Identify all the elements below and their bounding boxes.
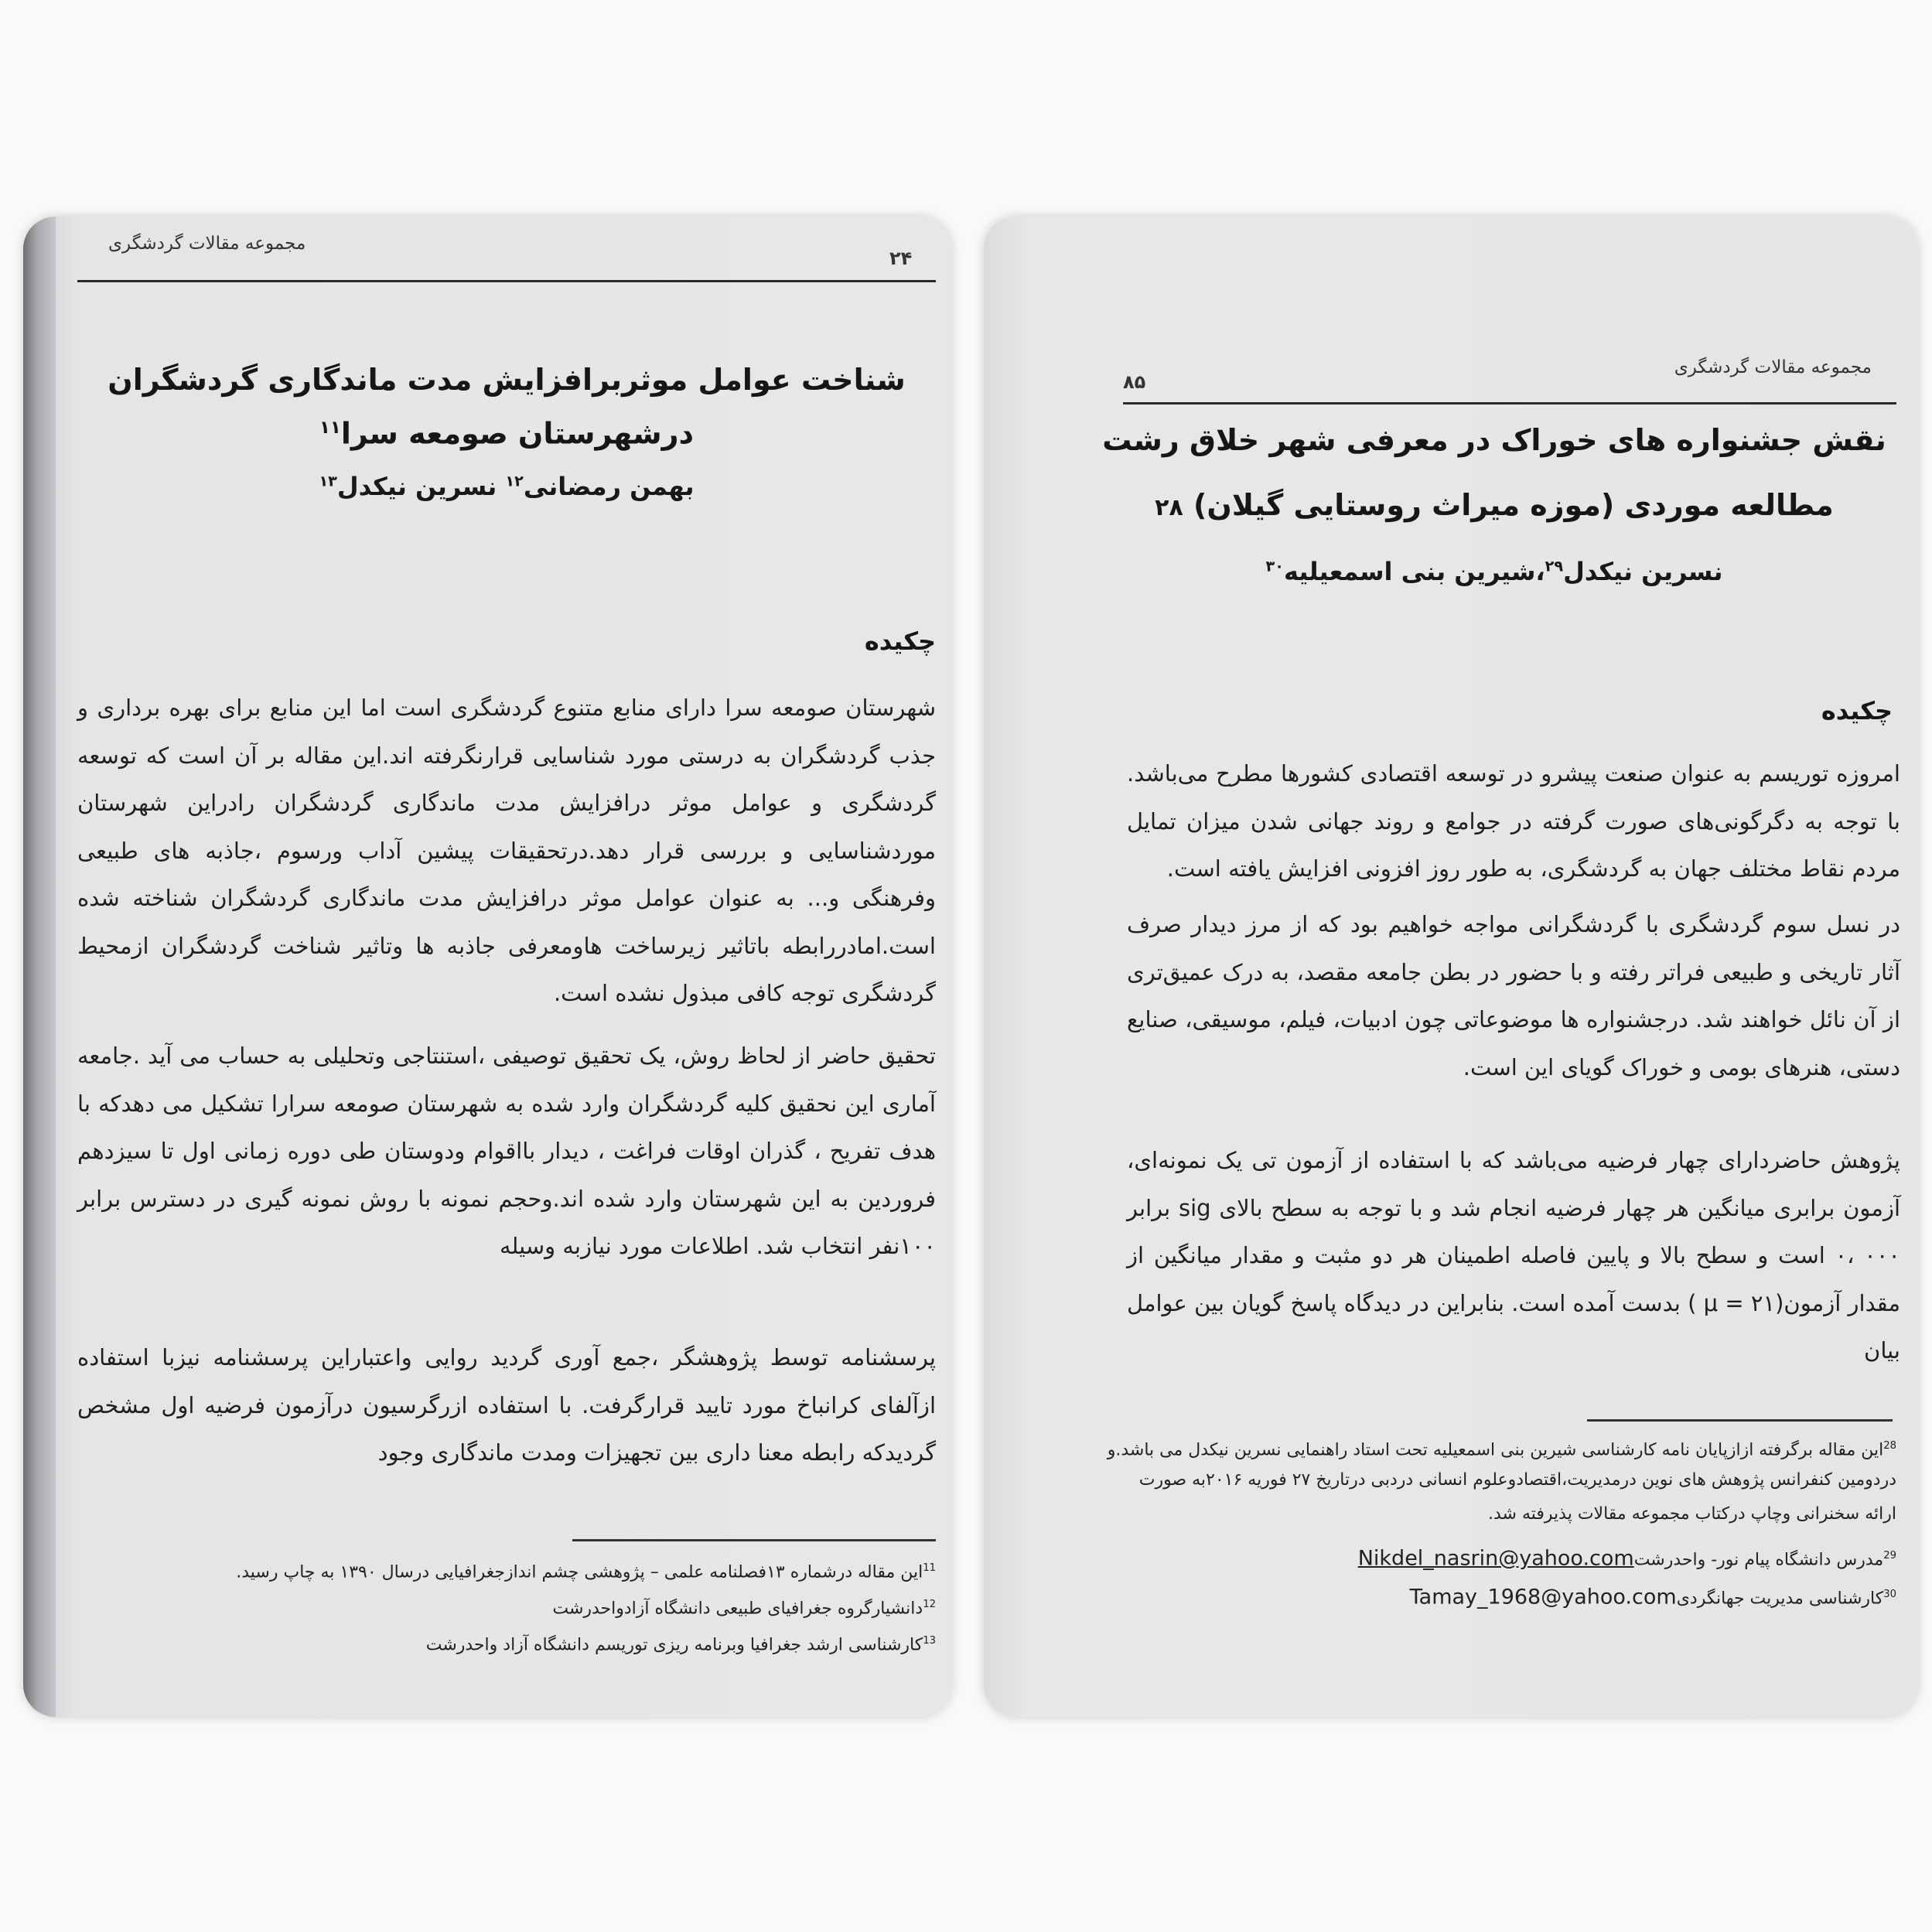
email-text: Tamay_1968@yahoo.com: [1409, 1585, 1677, 1609]
header-rule: [1123, 402, 1896, 404]
left-page: [23, 217, 951, 1717]
author-footnote-ref: ۳۰: [1265, 557, 1284, 575]
title-footnote-ref: ۲۸: [1155, 494, 1183, 521]
author-name: نسرین نیکدل: [1563, 557, 1723, 586]
author-footnote-ref: ۱۳: [319, 472, 337, 490]
book-spine: [23, 217, 56, 1717]
abstract-heading: چکیده: [864, 626, 936, 656]
running-head: مجموعه مقالات گردشگری: [1674, 357, 1872, 377]
abstract-paragraph: پژوهش حاضردارای چهار فرضیه می‌باشد که با استفاده از آزمون تی یک نمونه‌ای، آزمون برابری میانگین هر چهار فرضیه انجام شد و با توجه به سطح بالای sig برابر ۰۰۰ ،۰ است و سطح بالا و پایین فاصله اطمینان هر دو مثبت و مقدار میانگین از مقدار آزمون(۲۱ = μ ) بدست آمده است. بنابراین در دیدگاه پاسخ گویان بین عوامل بیان: [1127, 1147, 1901, 1364]
email-link[interactable]: Nikdel_nasrin@yahoo.com: [1357, 1546, 1634, 1571]
article-title: [1092, 416, 1896, 532]
running-head: مجموعه مقالات گردشگری: [108, 234, 306, 254]
footnote: دردومین کنفرانس پژوهش های نوین درمدیریت،اقتصادوعلوم انسانی دردبی درتاریخ ۲۷ فوریه ۲۰۱۶به صورت: [1138, 1470, 1896, 1490]
footnote: $^{13}$کارشناسی ارشد جغرافیا وبرنامه ریزی توریسم دانشگاه آزاد واحدرشت: [425, 1635, 936, 1655]
author-name: ،شیرین بنی اسمعیلیه: [1283, 557, 1545, 586]
footnote: ارائه سخنرانی وچاپ درکتاب مجموعه مقالات پذیرفته شد.: [1487, 1504, 1896, 1524]
title-line: [1092, 481, 1896, 532]
abstract-paragraph: امروزه توریسم به عنوان صنعت پیشرو در توسعه اقتصادی کشورها مطرح می‌باشد. با توجه به دگرگونی‌های صورت گرفته در جوامع و روند جهانی شدن میزان تمایل مردم نقاط مختلف جهان به گردشگری، به طور روز افزونی افزایش یافته است.: [1127, 760, 1900, 882]
title-line: نقش جشنواره های خوراک در معرفی شهر خلاق رشت: [1102, 423, 1886, 457]
abstract-paragraph: شهرستان صومعه سرا دارای منابع متنوع گردشگری است اما این منابع برای بهره برداری و جذب گردشگران به درستی مورد شناسایی قرارنگرفته اند.این مقاله بر آن است که توسعه گردشگری و عوامل موثر درافزایش مدت ماندگاری گردشگران رادراین شهرستان موردشناسایی و بررسی قرار دهد.درتحقیقات پیشین آداب ورسوم ،جاذبه های طبیعی وفرهنگی و... به عنوان عوامل موثر درافزایش مدت ماندگاری گردشگران شناخته شده است.امادررابطه باتاثیر زیرساخت هاومعرفی جاذبه ها وتاثیر شناخت گردشگران ازمحیط گردشگری توجه کافی مبذول نشده است.: [77, 695, 936, 1006]
footnote: $^{12}$دانشیارگروه جغرافیای طبیعی دانشگاه آزادواحدرشت: [552, 1599, 936, 1619]
title-text: شناخت عوامل موثربرافزایش مدت ماندگاری گردشگران درشهرستان صومعه سرا: [108, 363, 906, 451]
abstract-paragraph: پرسشنامه توسط پژوهشگر ،جمع آوری گردید روایی واعتباراین پرسشنامه نیزبا استفاده ازآلفای کرانباخ مورد تایید قرارگرفت. با استفاده ازرگرسیون درآزمون فرضیه اول مشخص گردیدکه رابطه معنا داری بین تجهیزات ومدت ماندگاری وجود: [77, 1344, 936, 1466]
title-text: مطالعه موردی (موزه میراث روستایی گیلان): [1193, 488, 1834, 522]
author-footnote-ref: ۲۹: [1545, 557, 1564, 575]
abstract-paragraph: در نسل سوم گردشگری با گردشگرانی مواجه خواهیم بود که از مرز دیدار صرف آثار تاریخی و طبیعی فراتر رفته و با حضور در بطن جامعه مقصد، به درک عمیق‌تری از آن نائل خواهند شد. درجشنواره ها موضوعاتی چون ادبیات، فیلم، موسیقی، صنایع دستی، هنرهای بومی و خوراک گویای این است.: [1127, 911, 1900, 1080]
author-name: بهمن رمضانی: [523, 472, 695, 501]
page-number: ۲۴: [889, 247, 913, 269]
author-list: [77, 472, 936, 501]
author-footnote-ref: ۱۲: [505, 472, 524, 490]
footnote: $^{28}$این مقاله برگرفته ازازپایان نامه کارشناسی شیرین بنی اسمعیلیه تحت استاد راهنمایی نسرین نیکدل می باشد.و: [1107, 1440, 1896, 1460]
footnote: $^{11}$این مقاله درشماره ۱۳فصلنامه علمی – پژوهشی چشم اندازجغرافیایی درسال ۱۳۹۰ به چاپ رسید.: [236, 1562, 936, 1582]
footnote: $^{30}$کارشناسی مدیریت جهانگردیTamay_1968@yahoo.com: [1409, 1585, 1896, 1609]
footnote-rule: [572, 1539, 936, 1541]
abstract-paragraph: تحقیق حاضر از لحاظ روش، یک تحقیق توصیفی ،استنتاجی وتحلیلی به حساب می آید .جامعه آماری این نحقیق کلیه گردشگران وارد شده به شهرستان صومعه سرارا تشکیل می دهدکه با هدف تفریح ، گذران اوقات فراغت ، دیدار بااقوام ودوستان طی دوره زمانی اول تا سیزدهم فروردین به این شهرستان وارد شده اند.وحجم نمونه با روش نمونه گیری در دسترس برابر ۱۰۰نفر انتخاب شد. اطلاعات مورد نیازبه وسیله: [77, 1043, 936, 1259]
author-name: نسرین نیکدل: [336, 472, 497, 501]
author-list: [1092, 557, 1896, 586]
right-page: [984, 217, 1918, 1717]
footnote-rule: [1587, 1419, 1893, 1422]
title-footnote-ref: ۱۱: [319, 418, 341, 438]
abstract-heading: چکیده: [1821, 696, 1893, 725]
footnote: $^{29}$مدرس دانشگاه پیام نور- واحدرشتNikdel_nasrin@yahoo.com: [1357, 1546, 1896, 1571]
header-rule: [77, 280, 936, 282]
page-number: ۸۵: [1123, 371, 1146, 393]
article-title: [77, 356, 936, 458]
